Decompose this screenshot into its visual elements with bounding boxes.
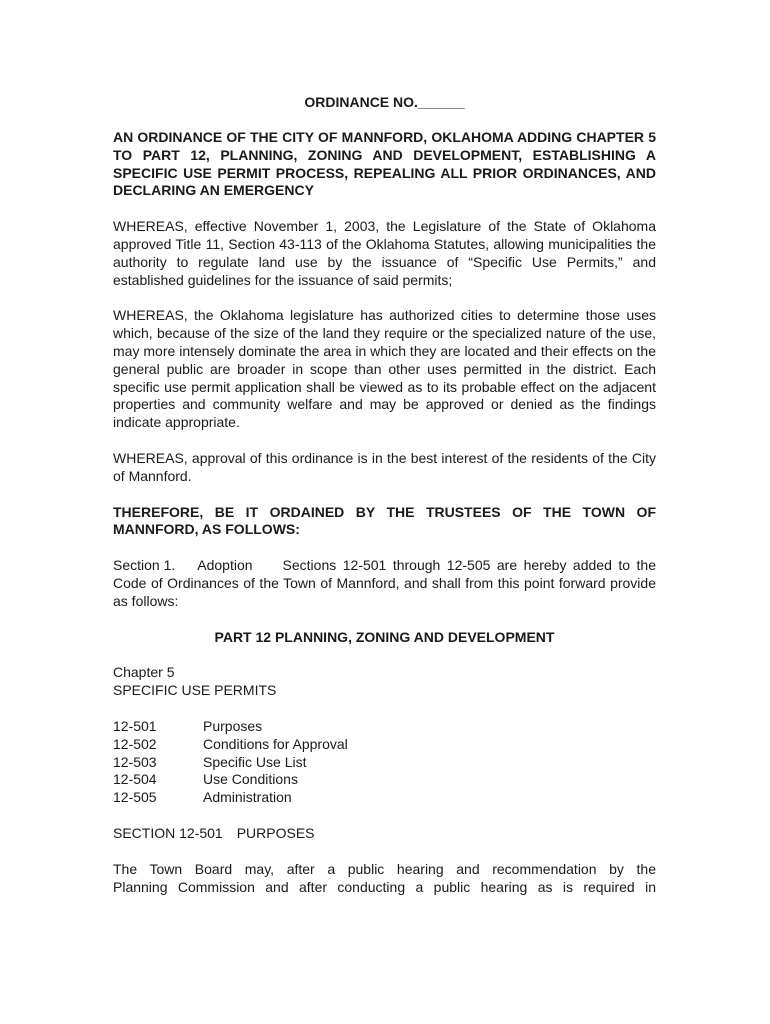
- section-label: Specific Use List: [203, 753, 307, 770]
- chapter-title: SPECIFIC USE PERMITS: [113, 682, 277, 699]
- whereas-paragraph-1: WHEREAS, effective November 1, 2003, the Legislature of the State of Oklahoma approved Title 11, Section 43-113 of the Oklahoma Statutes, allowing municipalities the authority to regulate land use by the issuance of “Specific Use Permits,” and established guidelines for the issuance of said permits;: [113, 218, 656, 288]
- section-list-item: [113, 736, 656, 754]
- section-label: Administration: [203, 789, 292, 806]
- chapter-number: Chapter 5: [113, 664, 175, 681]
- section-list-item: [113, 771, 656, 789]
- section-12-501-name: PURPOSES: [236, 824, 315, 841]
- whereas-paragraph-2: WHEREAS, the Oklahoma legislature has authorized cities to determine those uses which, because of the size of the land they require or the specialized nature of the use, may more intensely dominate the area in which they are located and their effects on the general public are broader in scope than other uses permitted in the district. Each specific use permit application shall be viewed as to its probable effect on the adjacent properties and community welfare and may be approved or denied as the findings indicate appropriate.: [113, 307, 656, 431]
- ordinance-heading: AN ORDINANCE OF THE CITY OF MANNFORD, OKLAHOMA ADDING CHAPTER 5 TO PART 12, PLANNING, ZONING AND DEVELOPMENT, ESTABLISHING A SPECIFIC USE PERMIT PROCESS, REPEALING ALL PRIOR ORDINANCES, AND DECLARING AN EMERGENCY: [113, 129, 656, 199]
- section-list-item: [113, 789, 656, 807]
- section-label: Conditions for Approval: [203, 735, 348, 752]
- section-list-item: [113, 754, 656, 772]
- section-number: 12-502: [113, 735, 157, 752]
- purposes-text-line-2: Planning Commission and after conducting a public hearing as is required in: [113, 878, 656, 895]
- part-heading: PART 12 PLANNING, ZONING AND DEVELOPMENT: [214, 628, 555, 645]
- section-1-name: Adoption: [197, 557, 253, 574]
- section-number: 12-504: [113, 771, 157, 788]
- section-12-501-heading: [113, 825, 656, 843]
- purposes-text-line-1: The Town Board may, after a public hearing and recommendation by the: [113, 860, 656, 877]
- section-12-501-label: SECTION 12-501: [113, 824, 223, 841]
- section-label: Purposes: [203, 717, 263, 734]
- ordinance-title: ORDINANCE NO.______: [304, 94, 465, 110]
- whereas-paragraph-3: WHEREAS, approval of this ordinance is in the best interest of the residents of the City of Mannford.: [113, 449, 656, 484]
- section-number: 12-505: [113, 789, 157, 806]
- section-number: 12-501: [113, 717, 157, 734]
- section-number: 12-503: [113, 753, 157, 770]
- section-1-label: Section 1.: [113, 557, 176, 574]
- section-label: Use Conditions: [203, 771, 298, 788]
- section-1-text: Sections 12-501 through 12-505 are hereby added to the Code of Ordinances of the Town of Mannford, and shall from this point forward provide as follows:: [113, 557, 656, 609]
- therefore-clause: THEREFORE, BE IT ORDAINED BY THE TRUSTEES OF THE TOWN OF MANNFORD, AS FOLLOWS:: [113, 503, 656, 538]
- section-list: [113, 718, 656, 807]
- chapter-block: [113, 664, 656, 700]
- section-1-paragraph: [113, 557, 656, 610]
- section-list-item: [113, 718, 656, 736]
- document-page: [113, 93, 656, 896]
